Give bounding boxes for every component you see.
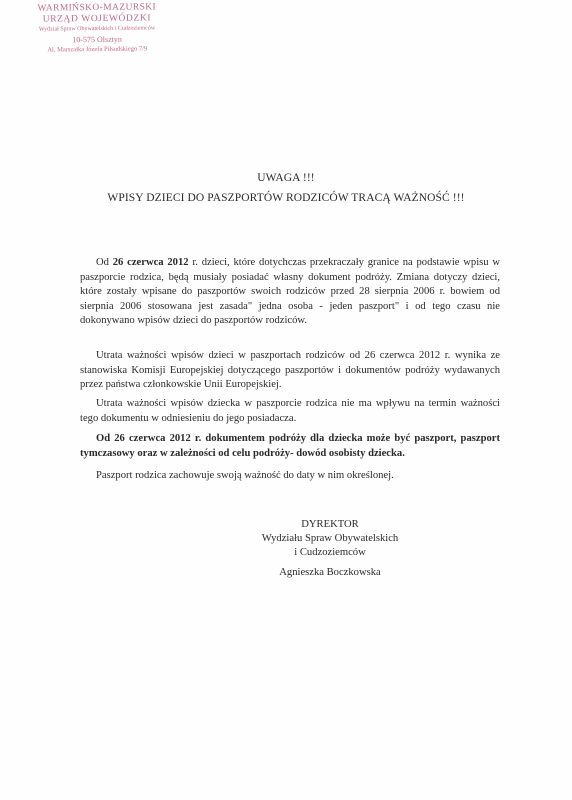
stamp-line-3: Wydział Spraw Obywatelskich i Cudzoziemców: [38, 25, 156, 33]
signature-title: DYREKTOR: [301, 519, 359, 530]
signature-department-line-2: i Cudzoziemców: [294, 547, 366, 558]
paragraph-1-lead: Od: [96, 257, 113, 268]
paragraph-1-date: 26 czerwca 2012: [112, 257, 189, 268]
stamp-line-4: 10-575 Olsztyn: [72, 34, 122, 45]
paragraph-1-text: r. dzieci, które dotychczas przekraczały granice na podstawie wpisu w paszporcie rodzica, będą musiały posiadać własny dokument podróży. Zmiana dotyczy dzieci, które zostały wpisane do paszportów swoich rodziców przed 28 sierpnia 2006 r. bowiem od sierpnia 2006 stosowana jest zasada" jedna osoba - jeden paszport" i od tego czasu nie dokonywano wpisów dzieci do paszportów rodziców.: [80, 257, 501, 327]
office-stamp: [22, 2, 173, 55]
notice-subheading: WPISY DZIECI DO PASZPORTÓW RODZICÓW TRACĄ WAŻNOŚĆ !!!: [107, 192, 465, 204]
signature-name: Agnieszka Boczkowska: [279, 567, 381, 578]
paragraph-2: Utrata ważności wpisów dzieci w paszportach rodziców od 26 czerwca 2012 r. wynika ze stanowiska Komisji Europejskiej dotyczącego paszportów i dokumentów podróży wydawanych przez państwa członkowskie Unii Europejskiej.: [80, 350, 500, 391]
paragraph-4-bold: Od 26 czerwca 2012 r. dokumentem podróży dla dziecka może być paszport, paszport tymczasowy oraz w zależności od celu podróży- dowód osobisty dziecka.: [80, 433, 500, 459]
stamp-line-1: WARMIŃSKO-MAZURSKI: [37, 2, 157, 14]
paragraph-1: [80, 256, 500, 329]
notice-heading: UWAGA !!!: [257, 172, 315, 184]
stamp-line-2: URZĄD WOJEWÓDZKI: [42, 13, 152, 25]
signature-department-line-1: Wydziału Spraw Obywatelskich: [261, 533, 399, 544]
stamp-line-5: Al. Marszałka Józefa Piłsudskiego 7/9: [47, 45, 148, 54]
paragraph-5: Paszport rodzica zachowuje swoją ważność do daty w nim określonej.: [96, 470, 394, 481]
paragraph-3: Utrata ważności wpisów dziecka w paszporcie rodzica nie ma wpływu na termin ważności tego dokumentu w odniesieniu do jego posiadacza.: [80, 398, 500, 424]
